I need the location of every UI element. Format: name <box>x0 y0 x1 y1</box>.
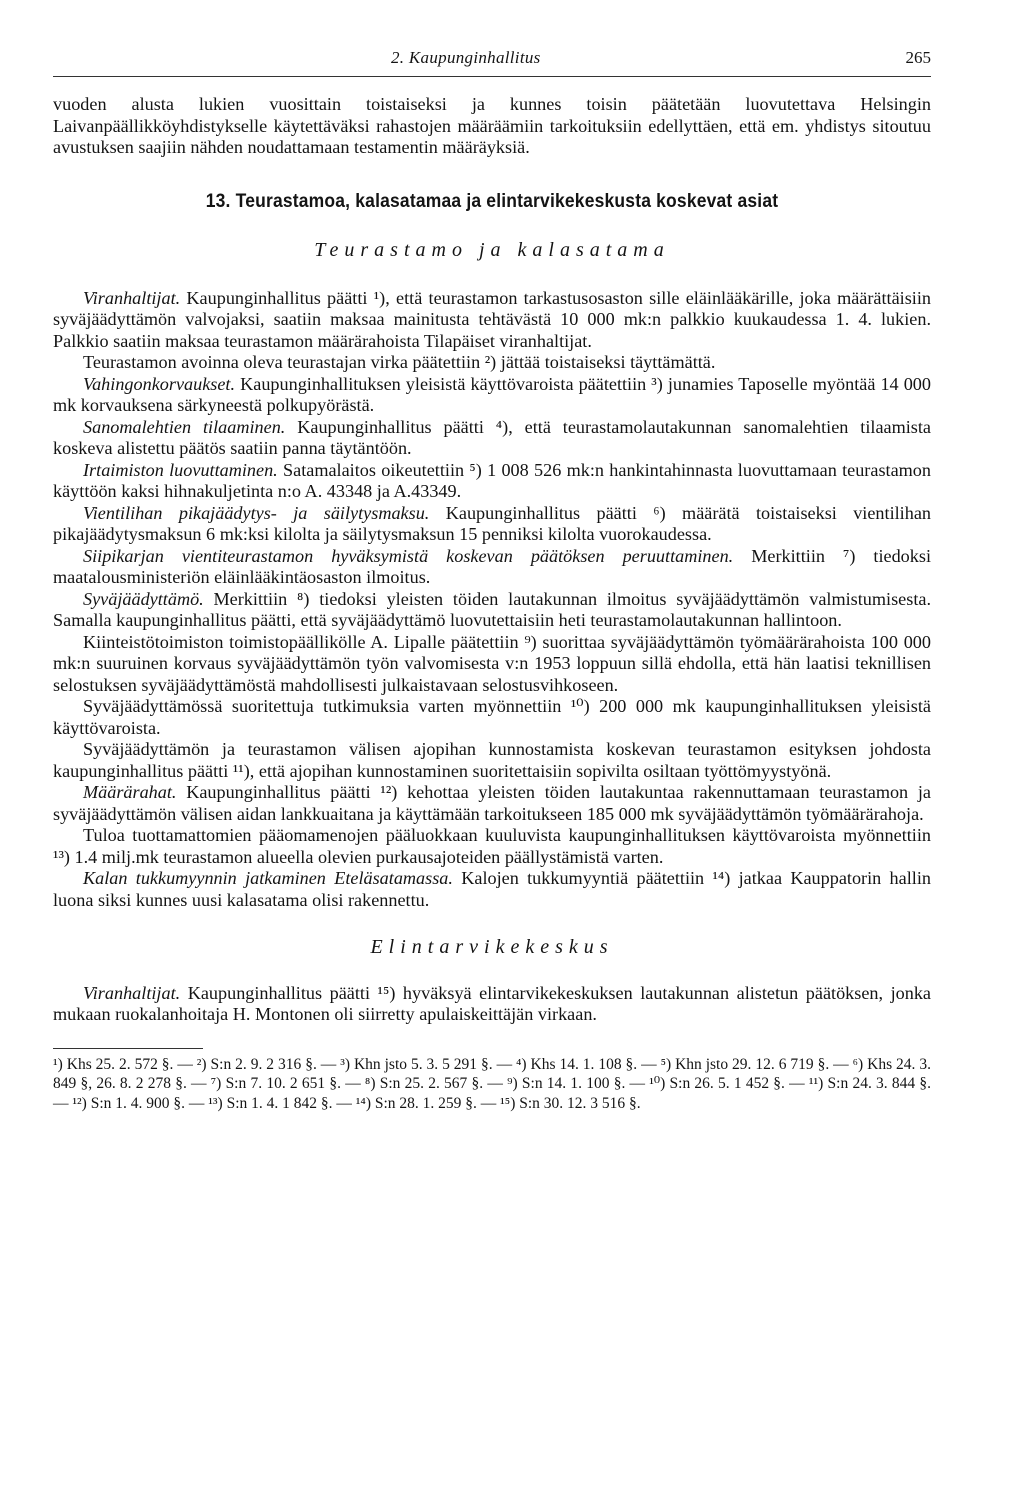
page-number: 265 <box>905 48 931 67</box>
paragraph <box>53 546 931 589</box>
paragraph <box>53 983 931 1026</box>
paragraph-heading: Syväjäädyttämö. <box>83 588 204 609</box>
paragraph-heading: Irtaimiston luovuttaminen. <box>83 459 278 480</box>
paragraph-text: Teurastamon avoinna oleva teurastajan virka päätettiin ²) jättää toistaiseksi täyttämättä. <box>83 352 716 372</box>
paragraph-text: Kiinteistötoimiston toimistopäällikölle A. Lipalle päätettiin ⁹) suorittaa syväjäädyttämön työmäärärahoista 100 000 mk:n suuruinen korvaus syväjäädyttämön työn valvomisesta v:n 1953 loppuun sillä ehdolla, että hän laatisi teknillisen selostuksen syväjäädyttämöstä mahdollisesti julkaistavaan selostusvihkoseen. <box>53 631 931 695</box>
paragraph-text: Kalojen tukkumyyntiä päätettiin ¹⁴) jatkaa Kauppatorin hallin luona siksi kunnes uusi kalasatama olisi rakennettu. <box>53 868 931 910</box>
paragraph <box>53 632 931 697</box>
paragraph <box>53 352 931 374</box>
paragraph <box>53 825 931 868</box>
subsection-title-teurastamo: Teurastamo ja kalasatama <box>314 239 670 261</box>
paragraph-heading: Viranhaltijat. <box>83 982 181 1003</box>
paragraph <box>53 696 931 739</box>
paragraph <box>53 868 931 911</box>
paragraph-heading: Viranhaltijat. <box>83 287 181 308</box>
intro-paragraph: vuoden alusta lukien vuosittain toistaiseksi ja kunnes toisin päätetään luovutettava Helsingin Laivanpäällikköyhdistykselle käytettäväksi rahastojen määräämiin tarkoituksiin edellyttäen, että em. yhdistys sitoutuu avustuksen saajiin nähden noudattamaan testamentin määräyksiä. <box>53 94 931 157</box>
paragraph-text: Merkittiin ⁷) tiedoksi maatalousministeriön eläinlääkintäosaston ilmoitus. <box>53 545 931 587</box>
paragraph-text: Kaupunginhallitus päätti ⁶) määrätä toistaiseksi vientilihan pikajäädytysmaksun 6 mk:ksi kilolta ja säilytysmaksun 15 penniksi kilolta vuorokaudessa. <box>53 502 931 544</box>
paragraph <box>53 417 931 460</box>
paragraph-heading: Määrärahat. <box>83 782 177 802</box>
paragraph-heading: Sanomalehtien tilaaminen. <box>83 416 286 437</box>
paragraph-text: Satamalaitos oikeutettiin ⁵) 1 008 526 mk:n hankintahinnasta luovuttamaan teurastamon käyttöön kaksi hihnakuljetinta n:o A. 43348 ja A.43349. <box>53 459 931 501</box>
paragraph-text: Kaupunginhallitus päätti ⁴), että teurastamolautakunnan sanomalehtien tilaamista koskeva alistettu päätös saatiin panna täytäntöön. <box>53 416 932 458</box>
paragraph-heading: Vahingonkorvaukset. <box>83 373 236 394</box>
paragraph-text: Kaupunginhallituksen yleisistä käyttövaroista päätettiin ³) junamies Taposelle myöntää 14 000 mk korvauksena särkyneestä polkupyörästä. <box>53 373 931 415</box>
paragraph-heading: Kalan tukkumyynnin jatkaminen Eteläsatamassa. <box>83 868 453 888</box>
paragraph <box>53 460 931 503</box>
paragraph-text: Kaupunginhallitus päätti ¹), että teurastamon tarkastusosaston sille eläinlääkärille, joka määrättäisiin syväjäädyttämön valvojaksi, saatiin maksaa mainitusta tehtävästä 10 000 mk:n palkkio kuukaudessa 1. 4. lukien. Palkkio saatiin maksaa teurastamon määrärahoista Tilapäiset viranhaltijat. <box>53 287 931 351</box>
running-header <box>53 48 931 70</box>
paragraph-text: Syväjäädyttämön ja teurastamon välisen ajopihan kunnostamista koskevan teurastamon esityksen johdosta kaupunginhallitus päätti ¹¹), että ajopihan kunnostaminen suoritettaisiin sopivilta osiltaan työttömyystyönä. <box>53 739 931 781</box>
paragraph <box>53 374 931 417</box>
footnotes: ¹) Khs 25. 2. 572 §. — ²) S:n 2. 9. 2 316 §. — ³) Khn jsto 5. 3. 5 291 §. — ⁴) Khs 14. 1. 108 §. — ⁵) Khn jsto 29. 12. 6 719 §. — ⁶) Khs 24. 3. 849 §, 26. 8. 2 278 §. — ⁷) S:n 7. 10. 2 651 §. — ⁸) S:n 25. 2. 567 §. — ⁹) S:n 14. 1. 100 §. — ¹⁰) S:n 26. 5. 1 452 §. — ¹¹) S:n 24. 3. 844 §. — ¹²) S:n 1. 4. 900 §. — ¹³) S:n 1. 4. 1 842 §. — ¹⁴) S:n 28. 1. 259 §. — ¹⁵) S:n 30. 12. 3 516 §. <box>53 1055 931 1112</box>
paragraph-text: Merkittiin ⁸) tiedoksi yleisten töiden lautakunnan ilmoitus syväjäädyttämön valmistumisesta. Samalla kaupunginhallitus päätti, että syväjäädyttämö luovutettaisiin heti teurastamolautakunnan hallintoon. <box>53 588 931 630</box>
paragraph <box>53 782 931 825</box>
paragraph <box>53 589 931 632</box>
paragraph <box>53 739 931 782</box>
header-title: 2. Kaupunginhallitus <box>391 48 541 67</box>
paragraph <box>53 503 931 546</box>
subsection-title-elintarvikekeskus: Elintarvikekeskus <box>370 936 614 958</box>
header-rule <box>53 76 931 77</box>
paragraph-text: Syväjäädyttämössä suoritettuja tutkimuksia varten myönnettiin ¹⁰) 200 000 mk kaupunginhallituksen yleisistä käyttövaroista. <box>53 696 931 738</box>
paragraph-text: Kaupunginhallitus päätti ¹²) kehottaa yleisten töiden lautakuntaa rakennuttamaan teurastamon ja syväjäädyttämön välisen aidan lankkuaitana ja käyttämään tarkoitukseen 185 000 mk syväjäädyttämön työmäärärahoja. <box>53 782 931 824</box>
paragraph-heading: Siipikarjan vientiteurastamon hyväksymistä koskevan päätöksen peruuttaminen. <box>83 545 734 566</box>
paragraph <box>53 288 931 353</box>
paragraph-list-teurastamo <box>53 288 931 912</box>
page-body <box>53 94 931 1113</box>
paragraph-list-elintarvikekeskus <box>53 983 931 1026</box>
paragraph-text: Kaupunginhallitus päätti ¹⁵) hyväksyä elintarvikekeskuksen lautakunnan alistetun päätöksen, jonka mukaan ruokalanhoitaja H. Montonen oli siirretty apulaiskeittäjän virkaan. <box>53 982 931 1024</box>
section-title: 13. Teurastamoa, kalasatamaa ja elintarvikekeskusta koskevat asiat <box>205 190 779 212</box>
footnote-rule <box>53 1048 203 1049</box>
paragraph-text: Tuloa tuottamattomien pääomamenojen pääluokkaan kuuluvista kaupunginhallituksen käyttövaroista myönnettiin ¹³) 1.4 milj.mk teurastamon alueella olevien purkausajoteiden päällystämistä varten. <box>53 825 931 867</box>
paragraph-heading: Vientilihan pikajäädytys- ja säilytysmaksu. <box>83 502 430 523</box>
